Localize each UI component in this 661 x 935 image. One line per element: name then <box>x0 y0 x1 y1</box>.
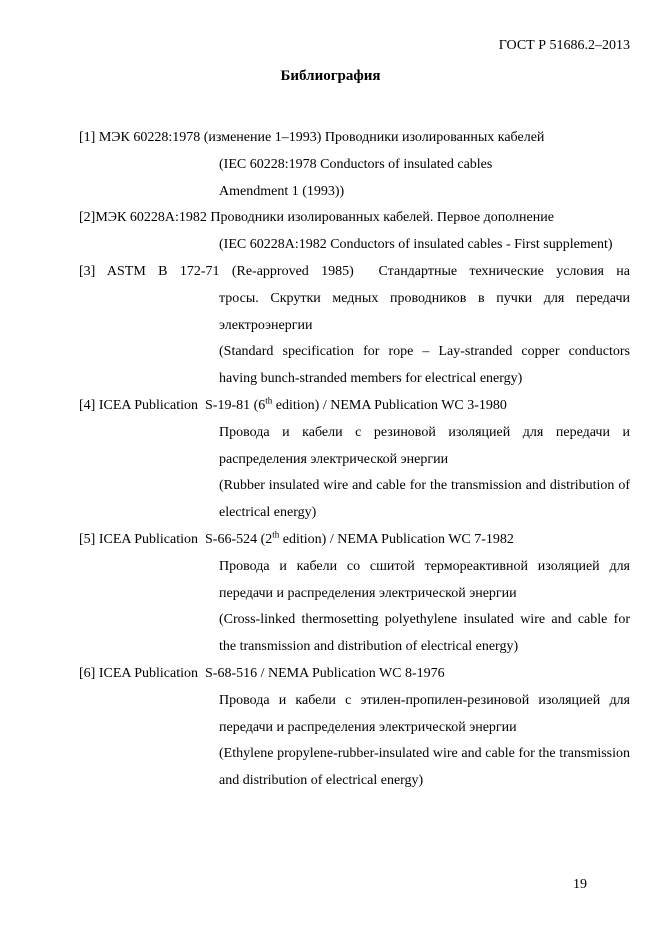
entry-4-continuation <box>219 420 630 527</box>
bibliography-entry-1 <box>79 125 630 205</box>
bibliography-entry-5 <box>79 527 630 661</box>
entry-3-continuation <box>219 286 630 393</box>
document-standard-number: ГОСТ Р 51686.2–2013 <box>498 38 630 53</box>
entry-6-label: [6] ICEA Publication <box>79 665 198 681</box>
page-title: Библиография <box>280 68 381 84</box>
entry-6-line: (Ethylene propylene-rubber-insulated wire and cable for the transmission and distribution of electrical energy) <box>219 746 630 789</box>
page-number: 19 <box>573 877 587 892</box>
entry-5-continuation <box>219 554 630 661</box>
entry-6-publication: S-68-516 / NEMA Publication WC 8-1976 <box>205 665 445 681</box>
entry-6-continuation <box>219 688 630 795</box>
entry-5-edition-suffix: th <box>272 529 280 540</box>
entry-3-line: тросы. Скрутки медных проводников в пучки для передачи электроэнергии <box>219 290 630 333</box>
entry-4-publication-rest: edition) / NEMA Publication WC 3-1980 <box>272 397 507 413</box>
entry-5-publication: S-66-524 (2 <box>205 531 273 547</box>
entry-5-publication-rest: edition) / NEMA Publication WC 7-1982 <box>279 531 514 547</box>
entry-5-line: (Cross-linked thermosetting polyethylene insulated wire and cable for the transmission and distribution of electrical energy) <box>219 612 630 655</box>
bibliography-entry-6 <box>79 661 630 795</box>
entry-4-edition-suffix: th <box>265 395 273 406</box>
entry-6-line: Провода и кабели с этилен-пропилен-резиновой изоляцией для передачи и распределения электрической энергии <box>219 692 630 735</box>
entry-3-line: (Standard specification for rope – Lay-stranded copper conductors having bunch-stranded members for electrical energy) <box>219 344 630 387</box>
entry-4-publication: S-19-81 (6 <box>205 397 266 413</box>
entry-2-heading: [2]МЭК 60228А:1982 Проводники изолированных кабелей. Первое дополнение <box>79 210 554 226</box>
entry-6-heading <box>79 661 630 688</box>
entry-2-continuation <box>219 232 630 259</box>
entry-1-continuation <box>219 152 630 206</box>
entry-3-heading-text: Стандартные технические условия на <box>378 263 631 279</box>
bibliography-list <box>79 125 630 795</box>
entry-1-line: Amendment 1 (1993)) <box>219 183 345 199</box>
entry-1-heading: [1] МЭК 60228:1978 (изменение 1–1993) Проводники изолированных кабелей <box>79 130 545 145</box>
bibliography-entry-2 <box>79 205 630 259</box>
entry-5-label: [5] ICEA Publication <box>79 531 198 547</box>
entry-4-heading <box>79 393 630 420</box>
entry-4-line: (Rubber insulated wire and cable for the transmission and distribution of electrical energy) <box>219 478 630 521</box>
entry-3-label: [3] ASTM B 172-71 (Re-approved 1985) <box>79 263 354 279</box>
entry-4-line: Провода и кабели с резиновой изоляцией для передачи и распределения электрической энергии <box>219 424 630 467</box>
bibliography-entry-3 <box>79 259 630 393</box>
bibliography-entry-4 <box>79 393 630 527</box>
entry-3-heading <box>79 259 630 286</box>
entry-1-line: (IEC 60228:1978 Conductors of insulated cables <box>219 156 493 172</box>
entry-5-line: Провода и кабели со сшитой термореактивной изоляцией для передачи и распределения электрической энергии <box>219 558 630 601</box>
entry-5-heading <box>79 527 630 554</box>
entry-4-label: [4] ICEA Publication <box>79 397 198 413</box>
entry-2-line: (IEC 60228A:1982 Conductors of insulated cables - First supplement) <box>219 237 613 253</box>
